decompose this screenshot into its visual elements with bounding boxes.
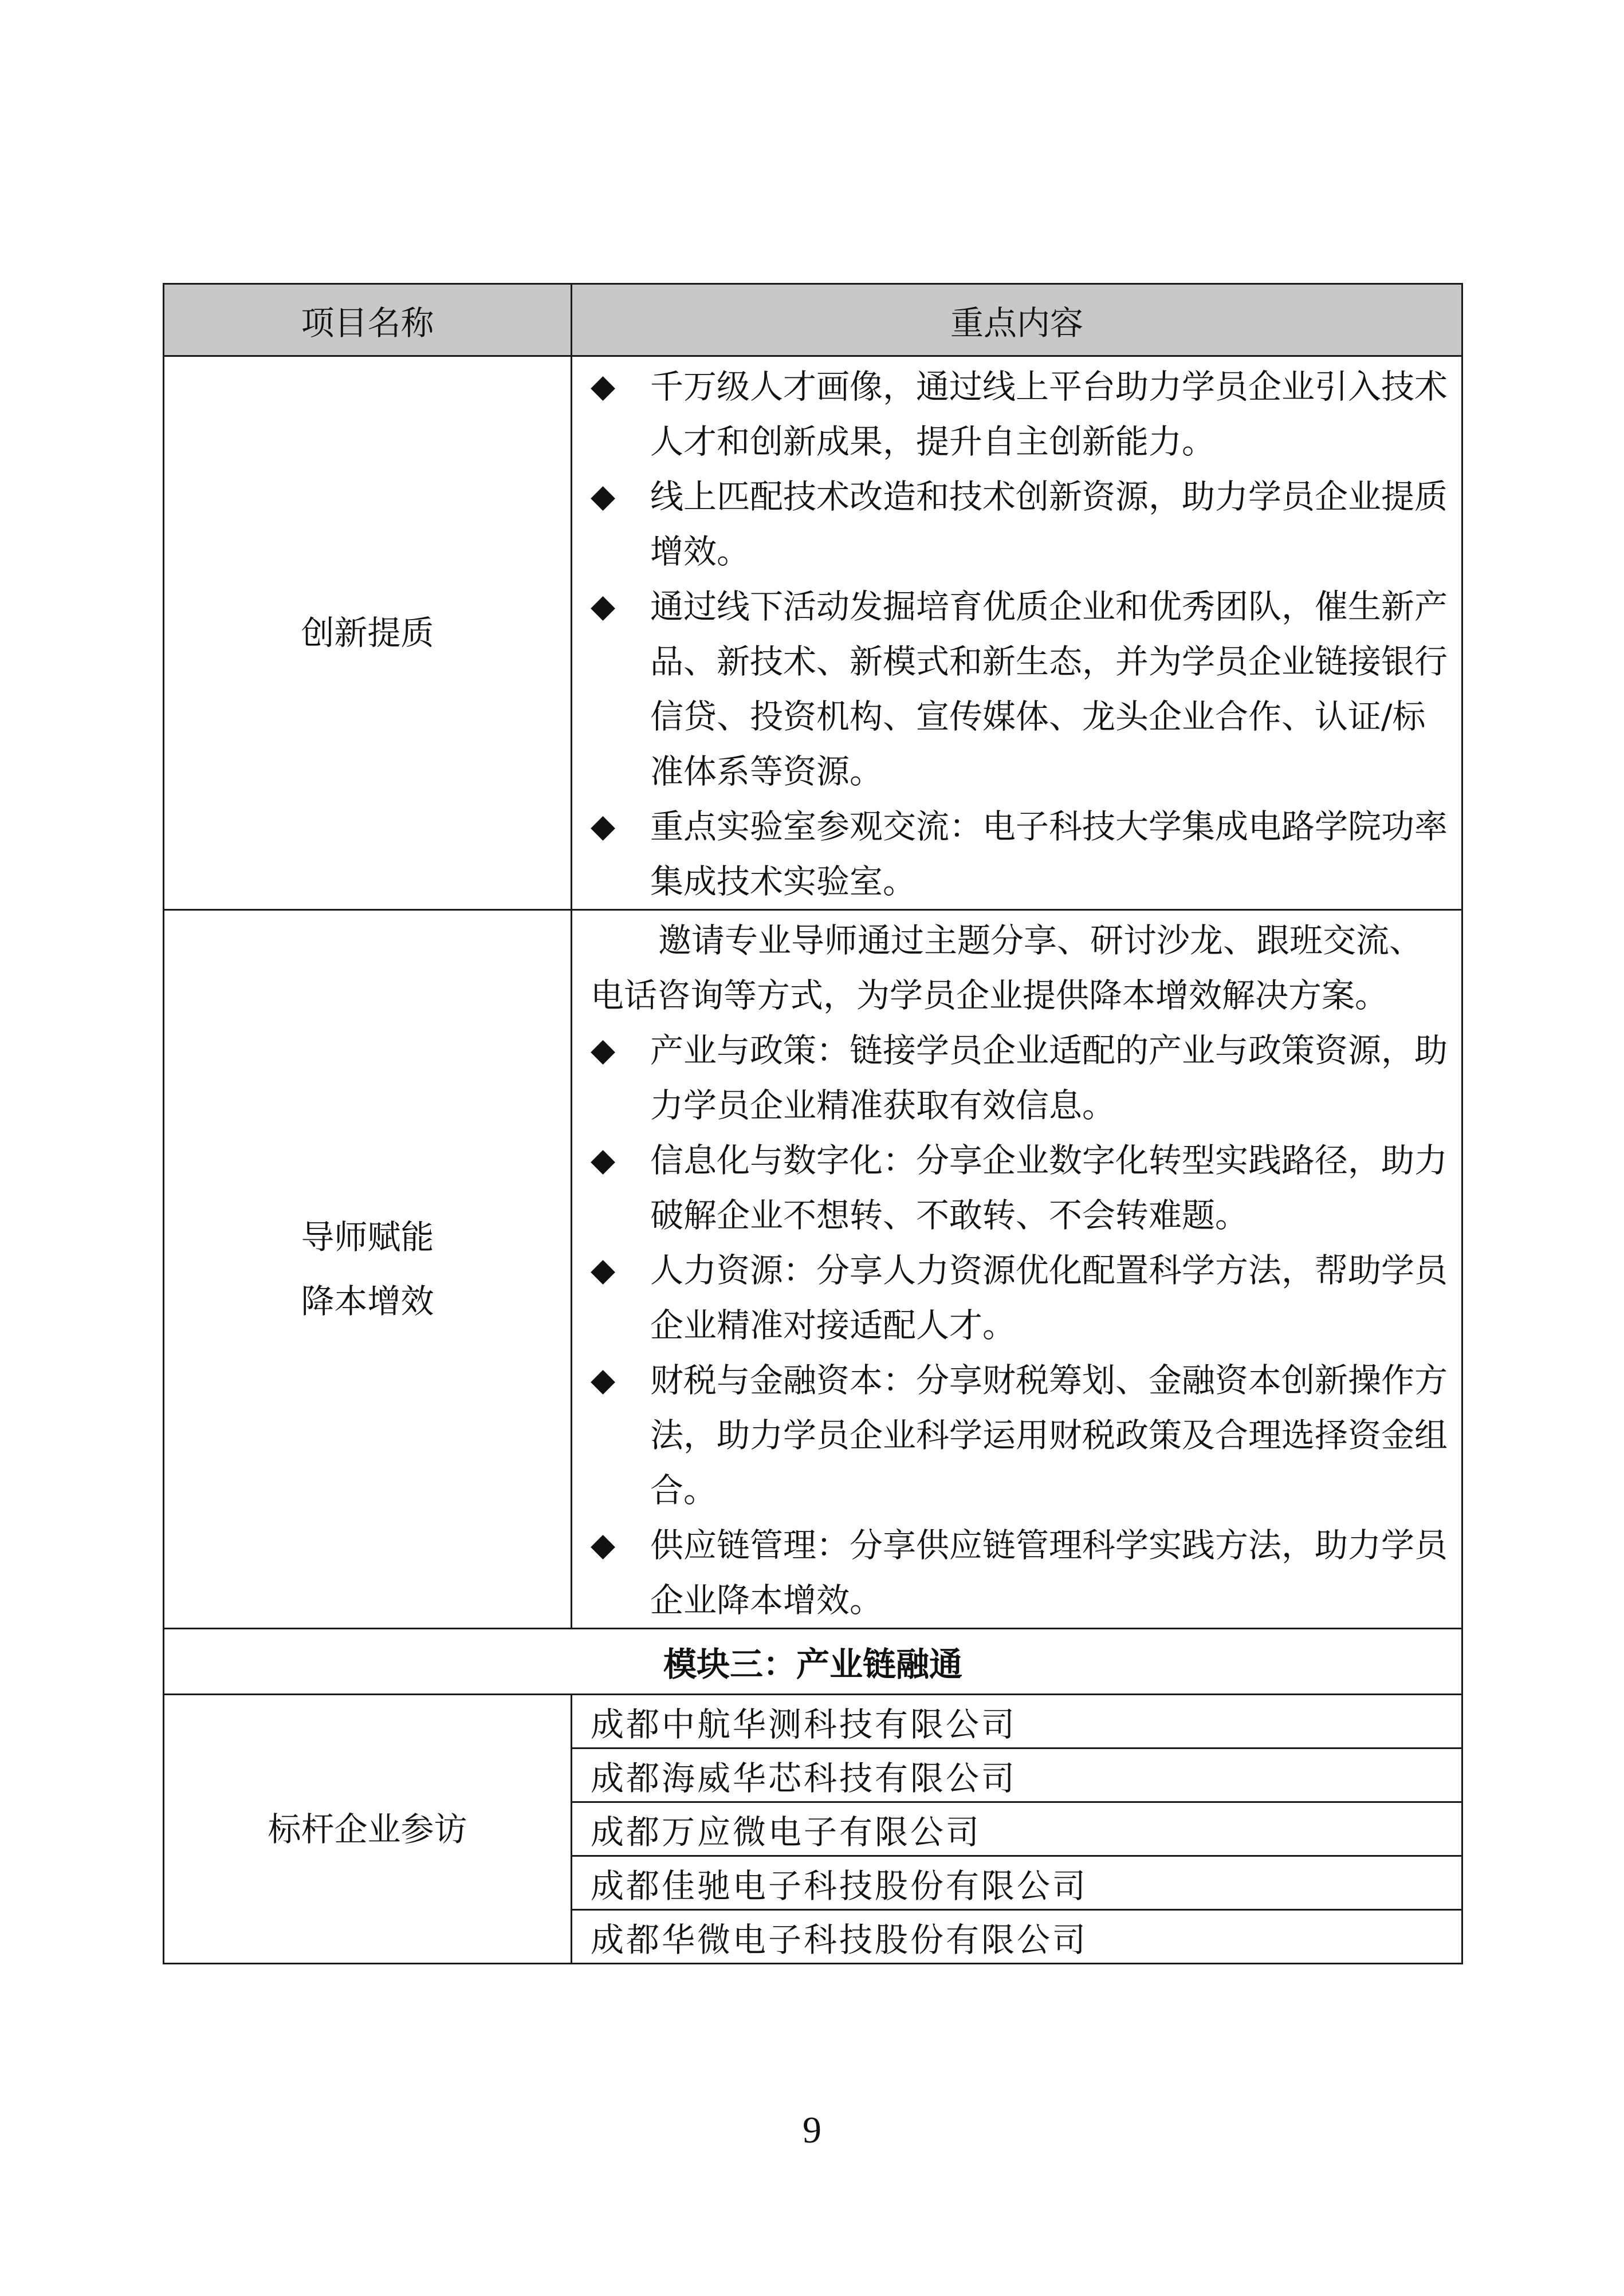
table-row bbox=[164, 356, 1462, 910]
intro-paragraph: 邀请专业导师通过主题分享、研讨沙龙、跟班交流、电话咨询等方式，为学员企业提供降本增效解决方案。 bbox=[591, 921, 1423, 1015]
section-title: 模块三：产业链融通 bbox=[164, 1629, 1462, 1695]
diamond-bullet-icon: ◆ bbox=[591, 588, 616, 625]
table-row bbox=[164, 910, 1462, 1629]
diamond-bullet-icon: ◆ bbox=[591, 1141, 616, 1179]
company-cell: 成都佳驰电子科技股份有限公司 bbox=[572, 1856, 1462, 1910]
company-cell: 成都万应微电子有限公司 bbox=[572, 1802, 1462, 1856]
bullet-item: ◆ 人力资源：分享人力资源优化配置科学方法，帮助学员企业精准对接适配人才。 bbox=[591, 1243, 1451, 1353]
bullet-item: ◆ 重点实验室参观交流：电子科技大学集成电路学院功率集成技术实验室。 bbox=[591, 799, 1451, 909]
company-cell: 成都海威华芯科技有限公司 bbox=[572, 1748, 1462, 1802]
diamond-bullet-icon: ◆ bbox=[591, 1031, 616, 1069]
table-header-row bbox=[164, 284, 1462, 356]
diamond-bullet-icon: ◆ bbox=[591, 808, 616, 845]
diamond-bullet-icon: ◆ bbox=[591, 1526, 616, 1564]
diamond-bullet-icon: ◆ bbox=[591, 478, 616, 515]
diamond-bullet-icon: ◆ bbox=[591, 368, 616, 405]
bullet-item: ◆ 供应链管理：分享供应链管理科学实践方法，助力学员企业降本增效。 bbox=[591, 1518, 1451, 1628]
row-name-mentor: 导师赋能 降本增效 bbox=[164, 910, 572, 1629]
diamond-bullet-icon: ◆ bbox=[591, 1251, 616, 1289]
bullet-item: ◆ 产业与政策：链接学员企业适配的产业与政策资源，助力学员企业精准获取有效信息。 bbox=[591, 1023, 1451, 1133]
bullet-item: ◆ 线上匹配技术改造和技术创新资源，助力学员企业提质增效。 bbox=[591, 469, 1451, 579]
section-row bbox=[164, 1629, 1462, 1695]
header-key-content: 重点内容 bbox=[572, 284, 1462, 356]
bullet-item: ◆ 千万级人才画像，通过线上平台助力学员企业引入技术人才和创新成果，提升自主创新能力。 bbox=[591, 359, 1451, 469]
row-name-innovation: 创新提质 bbox=[164, 356, 572, 910]
row-content-innovation bbox=[572, 356, 1462, 910]
company-cell: 成都华微电子科技股份有限公司 bbox=[572, 1910, 1462, 1964]
program-table bbox=[163, 283, 1463, 1964]
bullet-item: ◆ 财税与金融资本：分享财税筹划、金融资本创新操作方法，助力学员企业科学运用财税政策及合理选择资金组合。 bbox=[591, 1353, 1451, 1518]
header-project-name: 项目名称 bbox=[164, 284, 572, 356]
bullet-item: ◆ 信息化与数字化：分享企业数字化转型实践路径，助力破解企业不想转、不敢转、不会转难题。 bbox=[591, 1133, 1451, 1243]
row-content-mentor bbox=[572, 910, 1462, 1629]
row-name-benchmark-visit: 标杆企业参访 bbox=[164, 1695, 572, 1964]
company-cell: 成都中航华测科技有限公司 bbox=[572, 1695, 1462, 1748]
diamond-bullet-icon: ◆ bbox=[591, 1361, 616, 1399]
table-row bbox=[164, 1695, 1462, 1748]
page-number: 9 bbox=[803, 2109, 821, 2151]
bullet-item: ◆ 通过线下活动发掘培育优质企业和优秀团队，催生新产品、新技术、新模式和新生态，并为学员企业链接银行信贷、投资机构、宣传媒体、龙头企业合作、认证/标准体系等资源。 bbox=[591, 579, 1451, 799]
